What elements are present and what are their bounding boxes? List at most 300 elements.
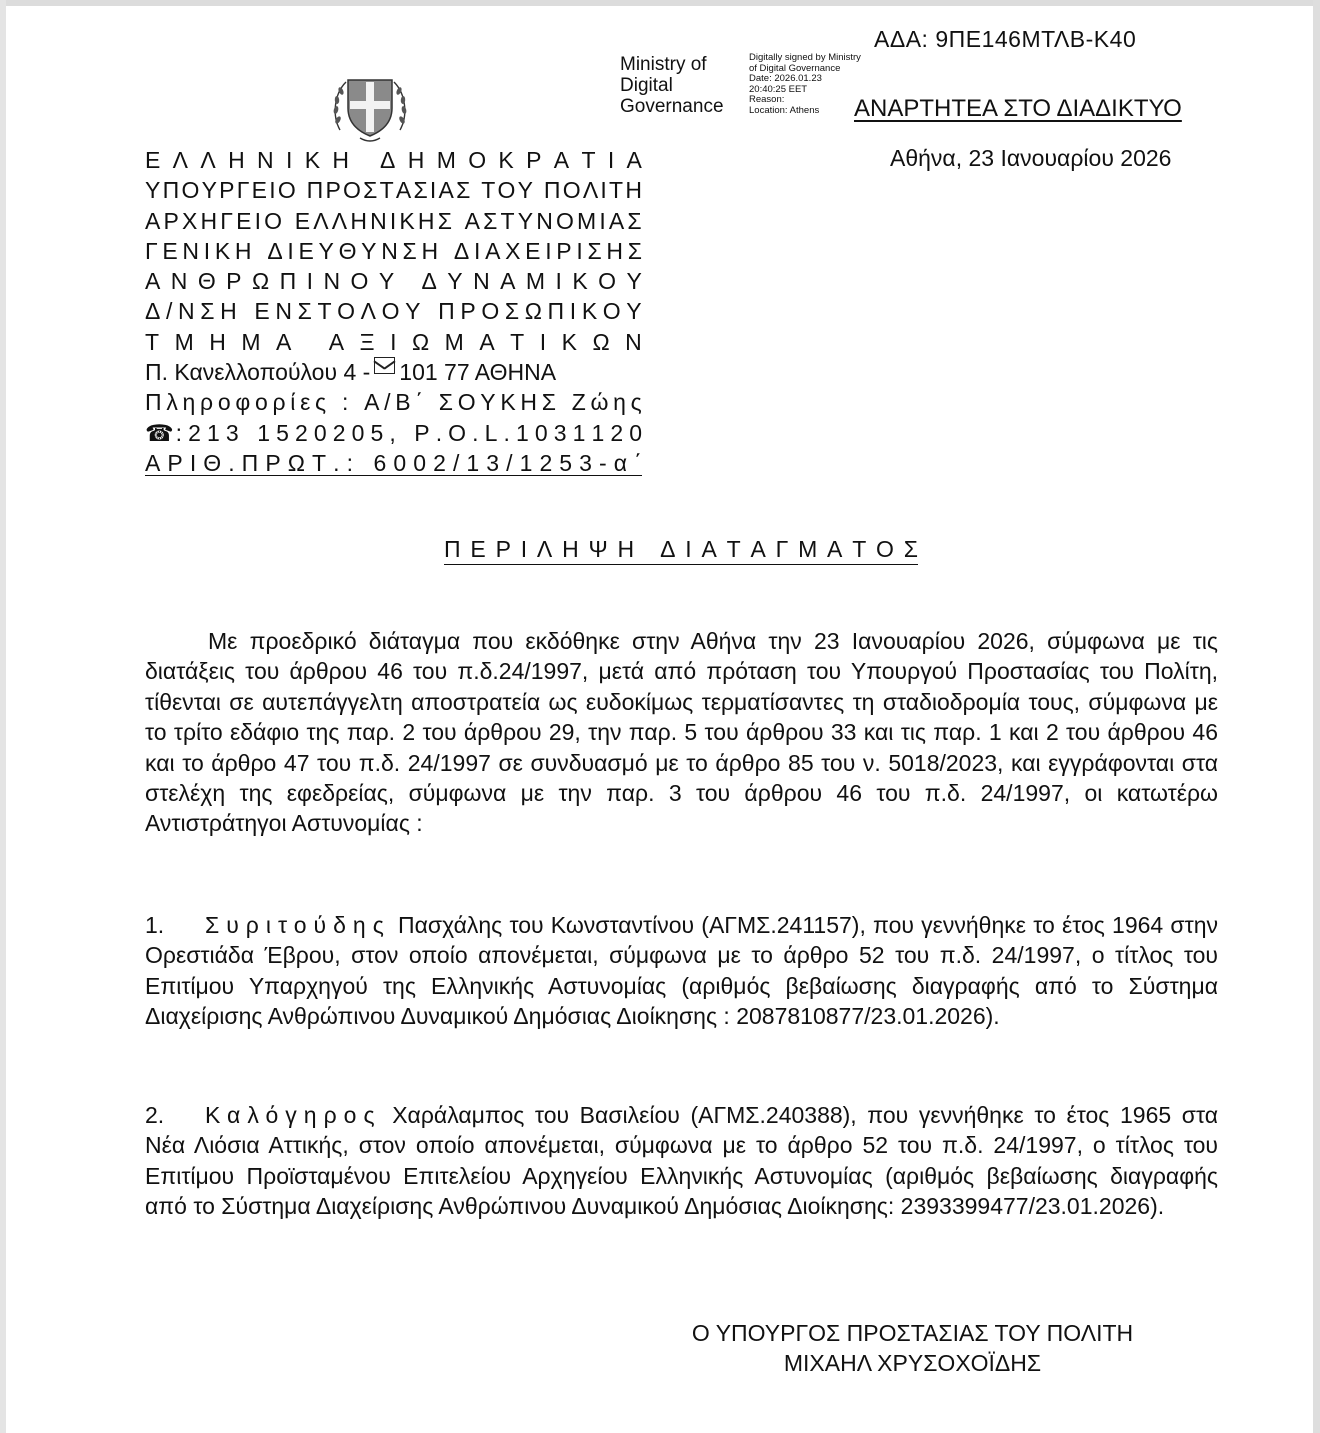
header-char: Λ	[313, 207, 329, 234]
title-char: Ρ	[495, 536, 511, 562]
header-line-info	[145, 387, 642, 417]
header-char: Ι	[429, 177, 437, 204]
header-char: Υ	[447, 268, 463, 295]
header-char	[402, 418, 408, 448]
header-char: Π	[162, 177, 180, 204]
header-char: ς	[630, 389, 642, 416]
header-char: Κ	[581, 298, 598, 325]
title-char: Π	[444, 536, 461, 562]
header-char: Α	[328, 328, 345, 355]
title-char: Α	[750, 536, 766, 562]
header-char: Υ	[378, 268, 395, 295]
item-surname: Συριτούδης	[205, 912, 391, 938]
address-street: Π. Κανελλοπούλου 4 -	[145, 359, 371, 386]
header-char: 3	[553, 419, 567, 446]
title-char: Ι	[685, 536, 692, 562]
header-char: Ν	[182, 237, 200, 264]
header-char: Ν	[275, 298, 292, 325]
header-char: /	[506, 449, 513, 476]
header-char: Ο	[181, 177, 200, 204]
header-char: Θ	[203, 449, 222, 476]
header-char: Δ	[453, 237, 470, 264]
header-char: 3	[486, 449, 500, 476]
header-char: Π	[438, 298, 455, 325]
header-char: Α	[395, 177, 412, 204]
ministry-line: Digital	[620, 75, 673, 96]
header-char: .	[333, 449, 340, 476]
header-char: Δ	[380, 147, 396, 173]
header-char: φ	[235, 389, 251, 416]
header-char: Ι	[203, 237, 211, 264]
header-char: Π	[547, 298, 565, 325]
header-char: Ρ	[460, 298, 476, 325]
header-char: Α	[608, 207, 625, 234]
header-char: 0	[313, 419, 327, 446]
header-char	[426, 296, 432, 326]
title-char: Λ	[536, 536, 553, 562]
header-char: Σ	[200, 298, 215, 325]
header-char: Σ	[437, 207, 452, 234]
header-char: Χ	[505, 237, 521, 264]
header-char: Υ	[361, 237, 377, 264]
header-char: Σ	[413, 177, 428, 204]
header-char: 2	[332, 419, 346, 446]
header-char: ο	[254, 389, 268, 416]
ministry-line: Governance	[620, 96, 724, 117]
header-char: Ι	[555, 268, 562, 295]
header-char: 2	[433, 449, 446, 476]
address-city: 101 77 ΑΘΗΝΑ	[399, 359, 557, 386]
title-char: Γ	[775, 536, 789, 562]
header-char: Σ	[297, 298, 312, 325]
header-char: Η	[350, 207, 367, 234]
header-char: Ε	[251, 177, 267, 204]
header-char: Ε	[236, 207, 252, 234]
header-char: Ο	[343, 177, 361, 204]
header-char: Α	[626, 147, 642, 173]
header-char: Ω	[592, 328, 610, 355]
header-char: Μ	[444, 328, 464, 355]
header-char: Μ	[174, 328, 194, 355]
header-char: ΄	[634, 449, 642, 476]
header-char: Π	[145, 389, 162, 416]
header-char: Τ	[317, 298, 332, 325]
title-char: Σ	[903, 536, 918, 562]
header-char: Τ	[510, 328, 525, 355]
header-char: Ο	[602, 298, 621, 325]
header-char: 1	[591, 419, 605, 446]
header-char: Ζ	[571, 389, 586, 416]
signature-detail: Digitally signed by Ministry	[749, 52, 861, 63]
header-char: Ο	[350, 268, 369, 295]
header-char: Η	[407, 147, 425, 173]
header-char: Τ	[312, 449, 327, 476]
title-char: Η	[617, 536, 635, 562]
header-char: Η	[417, 207, 435, 234]
header-char: Σ	[541, 389, 556, 416]
header-char: Ε	[294, 207, 311, 234]
header-char: 2	[610, 419, 624, 446]
header-char: Σ	[456, 177, 471, 204]
header-char: Σ	[363, 177, 378, 204]
header-char: Ν	[170, 268, 188, 295]
header-char: Ι	[306, 268, 314, 295]
phone-number	[176, 418, 642, 448]
header-char: Β	[395, 389, 411, 416]
header-char: Π	[306, 177, 324, 204]
header-char: Γ	[236, 177, 250, 204]
header-char: Ο	[468, 147, 487, 173]
header-char: Ι	[576, 237, 583, 264]
item-text: Χαράλαμπος του Βασιλείου (ΑΓΜΣ.240388), που γεννήθηκε το έτος 1965 στα Νέα Λιόσια Αττικής, στον οποίο απονέμεται, σύμφωνα με το άρθρο 52 του π.δ. 24/1997, ο τίτλος του Επιτίμου Προϊσταμένου Επιτελείου Αρχηγείου Ελληνικής Αστυνομίας (αριθμός βεβαίωσης διαγραφής από το Σύστημα Διαχείρισης Ανθρώπινου Δυναμικού Δημόσιας Διοίκησης: 2393399477/23.01.2026).	[145, 1102, 1219, 1220]
header-char: 2	[294, 419, 308, 446]
header-char: Ο	[337, 298, 356, 325]
header-char: Υ	[626, 298, 642, 325]
header-char: Ι	[389, 207, 397, 234]
header-char: 3	[579, 449, 592, 476]
header-char: .	[503, 419, 510, 446]
header-char: Ο	[481, 298, 500, 325]
header-char: Υ	[626, 268, 642, 295]
document-title	[444, 536, 918, 565]
header-char: Ο	[277, 177, 296, 204]
sender-header	[145, 145, 642, 476]
header-char: /	[384, 389, 391, 416]
header-line-personnel	[145, 296, 642, 326]
header-char: Ι	[189, 449, 197, 476]
title-char: Ψ	[588, 536, 608, 562]
header-char: Η	[332, 147, 349, 173]
header-char: Α	[145, 207, 161, 234]
header-char: Ε	[162, 237, 178, 264]
greek-coat-of-arms-icon	[330, 68, 410, 144]
header-char: ρ	[200, 389, 214, 416]
header-char: .	[435, 419, 443, 446]
item-number: 2.	[145, 1102, 165, 1128]
scan-edge-right	[1313, 0, 1320, 1433]
header-char: Ε	[145, 147, 161, 173]
header-char: ρ	[272, 389, 286, 416]
header-char: Κ	[304, 147, 321, 173]
title-char: Α	[701, 536, 717, 562]
header-char: Ξ	[359, 328, 375, 355]
header-char	[473, 175, 479, 205]
header-char: Ω	[287, 449, 305, 476]
header-char: Ρ	[414, 419, 430, 446]
header-char: Τ	[481, 177, 496, 204]
header-char: λ	[166, 389, 178, 416]
header-char: Ν	[473, 268, 490, 295]
header-char	[405, 266, 411, 296]
header-char: Ο	[448, 419, 467, 446]
header-char: 2	[539, 449, 553, 476]
header-char: Υ	[480, 389, 496, 416]
header-char: Υ	[201, 177, 217, 204]
header-char: Ο	[264, 207, 283, 234]
header-char: 5	[370, 419, 384, 446]
header-char: Ρ	[556, 237, 572, 264]
ministry-line: Ministry of	[620, 54, 707, 75]
header-char: Η	[220, 298, 237, 325]
header-char: 1	[515, 419, 529, 446]
item-number: 1.	[145, 912, 165, 938]
header-char: Π	[241, 449, 259, 476]
header-char	[242, 296, 248, 326]
header-char: 1	[519, 449, 533, 476]
signature-detail: Reason:	[749, 94, 785, 105]
header-char: Ρ	[526, 147, 542, 173]
header-char: Α	[479, 328, 495, 355]
header-char: Ν	[370, 207, 387, 234]
item-surname: Καλόγηρος	[205, 1102, 382, 1128]
header-char: Ν	[536, 207, 553, 234]
header-char: Ν	[381, 237, 398, 264]
title-char: Τ	[852, 536, 867, 562]
header-char: Ω	[411, 328, 430, 355]
header-char: Κ	[498, 147, 514, 173]
header-char: 0	[629, 419, 642, 446]
header-char: Α	[276, 328, 292, 355]
header-char: Ι	[254, 207, 261, 234]
header-char: Π	[279, 268, 297, 295]
mail-icon	[374, 357, 395, 374]
header-char: :	[175, 419, 183, 446]
header-char: Σ	[627, 207, 642, 234]
header-char: Κ	[572, 268, 588, 295]
header-char: ε	[300, 389, 311, 416]
header-char: Ι	[287, 237, 294, 264]
header-char: Λ	[200, 147, 216, 173]
header-char: Ε	[298, 237, 314, 264]
header-char: η	[613, 389, 626, 416]
header-char: Ε	[254, 298, 270, 325]
header-char	[561, 387, 567, 417]
header-char	[443, 236, 449, 266]
header-char: Ρ	[226, 268, 242, 295]
header-char: Ι	[545, 237, 552, 264]
header-char: 3	[225, 419, 239, 446]
header-char: Τ	[500, 207, 515, 234]
header-line-address	[145, 357, 642, 387]
header-char: Σ	[483, 207, 498, 234]
header-char: Α	[485, 237, 501, 264]
header-char: Ω	[524, 298, 542, 325]
header-char	[455, 206, 461, 236]
header-char: α	[613, 449, 628, 476]
header-char: Υ	[145, 177, 161, 204]
header-char: 5	[276, 419, 289, 446]
header-char: Ε	[525, 237, 541, 264]
header-char: Μ	[241, 328, 261, 355]
header-line-republic	[145, 145, 642, 175]
title-char: Ι	[520, 536, 528, 562]
header-char: /	[452, 449, 460, 476]
header-char: Ο	[497, 177, 516, 204]
header-char: Ι	[269, 177, 276, 204]
header-char: Ι	[473, 237, 481, 264]
scan-edge-left	[0, 0, 6, 1433]
header-char: Σ	[504, 298, 520, 325]
header-char: Ι	[539, 328, 547, 355]
header-char: Τ	[581, 147, 596, 173]
header-char: ώ	[590, 389, 609, 416]
header-char: 0	[393, 449, 407, 476]
header-char: Σ	[402, 237, 417, 264]
signature-detail: Location: Athens	[749, 104, 820, 116]
header-char: Σ	[438, 389, 453, 416]
phone-icon: ☎	[145, 419, 174, 446]
header-char: Ρ	[163, 207, 179, 234]
header-char	[535, 175, 541, 205]
header-char: Γ	[220, 207, 233, 234]
header-char: Ρ	[325, 177, 341, 204]
header-char: Ι	[599, 207, 606, 234]
header-char: η	[182, 389, 196, 416]
header-char: Η	[234, 237, 252, 264]
header-char: Δ	[145, 298, 161, 325]
header-char: ΄	[415, 389, 423, 416]
item-text: Πασχάλης του Κωνσταντίνου (ΑΓΜΣ.241157), που γεννήθηκε το έτος 1964 στην Ορεστιάδα Έβρου, στον οποίο απονέμεται, σύμφωνα με το άρθρο 52 του π.δ. 24/1997, ο τίτλος του Επιτίμου Υπαρχηγού της Ελληνικής Αστυνομίας (αριθμός βεβαίωσης διαγραφής από το Σύστημα Διαχείρισης Ανθρώπινου Δυναμικού Δημόσιας Διοίκησης : 2087810877/23.01.2026).	[145, 912, 1218, 1030]
header-char: L	[484, 419, 498, 446]
header-char	[298, 175, 304, 205]
header-char: Κ	[500, 389, 516, 416]
header-char	[428, 387, 434, 417]
scan-edge-top	[0, 0, 1320, 6]
header-char: Υ	[517, 207, 534, 234]
header-char: Ρ	[167, 449, 183, 476]
header-char: Σ	[627, 237, 642, 264]
header-char: Λ	[360, 298, 377, 325]
header-char: Η	[520, 389, 538, 416]
signature-detail: Date: 2026.01.23	[749, 73, 822, 84]
header-char: Μ	[436, 147, 456, 173]
header-char: :	[346, 449, 353, 476]
header-char	[285, 206, 291, 236]
header-char: 1	[207, 419, 220, 446]
header-char: Η	[200, 207, 218, 234]
list-item	[145, 1100, 1218, 1222]
intro-paragraph: Με προεδρικό διάταγμα που εκδόθηκε στην Αθήνα την 23 Ιανουαρίου 2026, σύμφωνα με τις διατάξεις του άρθρου 46 του π.δ.24/1997, μετά από πρόταση του Υπουργού Προστασίας του Πολίτη, τίθενται σε αυτεπάγγελτη αποστρατεία ως ευδοκίμως τερματίσαντες τη σταδιοδρομία τους, σύμφωνα με το τρίτο εδάφιο της παρ. 2 του άρθρου 29, την παρ. 5 του άρθρου 33 και τις παρ. 1 και 2 του άρθρου 46 και το άρθρο 47 του π.δ. 24/1997 σε συνδυασμό με το άρθρο 85 του ν. 5018/2023, και εγγράφονται στα στελέχη της εφεδρείας, σύμφωνα με την παρ. 3 του άρθρου 46 του π.δ. 24/1997, οι κατωτέρω Αντιστράτηγοι Αστυνομίας :	[145, 628, 1218, 837]
header-char: /	[166, 298, 173, 325]
header-char: -	[599, 449, 607, 476]
header-char: Ν	[257, 147, 274, 173]
title-char: Τ	[726, 536, 741, 562]
header-char: Ρ	[219, 177, 235, 204]
header-char: Υ	[405, 298, 421, 325]
header-char	[353, 387, 359, 417]
header-char: ί	[290, 389, 296, 416]
header-line-phone	[145, 418, 642, 448]
header-char: .	[472, 419, 479, 446]
header-char: Τ	[145, 328, 160, 355]
header-char: Γ	[145, 237, 158, 264]
header-char: Ο	[556, 207, 574, 234]
header-char: Ι	[285, 147, 293, 173]
header-char: 6	[373, 449, 387, 476]
header-char: 0	[534, 419, 548, 446]
header-char: 0	[413, 449, 427, 476]
header-char: Η	[209, 328, 226, 355]
header-line-department	[145, 327, 642, 357]
header-char: 2	[188, 419, 201, 446]
signature-block	[590, 1318, 1235, 1378]
title-char: Ο	[876, 536, 894, 562]
header-char: Α	[500, 268, 516, 295]
header-line-hq	[145, 206, 642, 236]
header-char: 0	[351, 419, 365, 446]
title-char: Μ	[798, 536, 818, 562]
header-char: 1	[257, 419, 271, 446]
posting-notice: ΑΝΑΡΤΗΤΕΑ ΣΤΟ ΔΙΑΔΙΚΤΥΟ	[854, 95, 1182, 122]
signer-name: ΜΙΧΑΗΛ ΧΡΥΣΟΧΟΪΔΗΣ	[783, 1350, 1042, 1376]
header-char: Λ	[331, 207, 348, 234]
header-char: 1	[572, 419, 586, 446]
title-char: Η	[562, 536, 579, 562]
header-char: Χ	[182, 207, 198, 234]
header-char: 5	[559, 449, 573, 476]
header-line-ministry	[145, 175, 642, 205]
header-char: Η	[421, 237, 439, 264]
document-date: Αθήνα, 23 Ιανουαρίου 2026	[890, 145, 1172, 171]
header-char: 1	[466, 449, 480, 476]
header-char: Η	[228, 147, 245, 173]
header-char: Θ	[197, 268, 216, 295]
header-char: Ν	[625, 328, 642, 355]
header-char: Μ	[525, 268, 546, 295]
header-char: Α	[464, 207, 480, 234]
header-char: Ο	[598, 268, 617, 295]
header-char: Ρ	[265, 449, 281, 476]
header-char: Κ	[561, 328, 577, 355]
header-char: .	[228, 449, 235, 476]
header-char	[361, 145, 367, 175]
header-char: Λ	[582, 177, 599, 204]
header-char: Η	[625, 177, 642, 204]
header-char: Π	[543, 177, 561, 204]
header-char: Ι	[607, 147, 615, 173]
header-line-protocol	[145, 448, 642, 476]
header-char: Ω	[251, 268, 270, 295]
header-char: Α	[364, 389, 380, 416]
header-char: Ο	[381, 298, 400, 325]
header-char: Ι	[569, 298, 577, 325]
title-char: Α	[827, 536, 843, 562]
title-char: Ε	[470, 536, 486, 562]
header-char: Κ	[214, 237, 231, 264]
header-char: ο	[217, 389, 231, 416]
header-char: Α	[553, 147, 570, 173]
header-char: Α	[145, 268, 161, 295]
digital-signature-details	[749, 53, 861, 116]
header-char: Θ	[338, 237, 357, 264]
header-char	[245, 418, 251, 448]
header-char: Ν	[323, 268, 341, 295]
header-char: Ν	[178, 298, 195, 325]
signature-detail: 20:40:25 EET	[749, 83, 808, 95]
header-char	[307, 327, 313, 357]
header-char: Λ	[172, 147, 189, 173]
header-char: ,	[389, 419, 396, 446]
header-char: Α	[438, 177, 454, 204]
header-char: Ο	[457, 389, 476, 416]
header-char: Ο	[562, 177, 581, 204]
header-char: Ι	[390, 328, 397, 355]
header-char: Α	[145, 449, 161, 476]
header-char: Σ	[587, 237, 602, 264]
header-char: Κ	[399, 207, 415, 234]
title-letters	[444, 536, 918, 563]
header-line-directorate	[145, 236, 642, 266]
